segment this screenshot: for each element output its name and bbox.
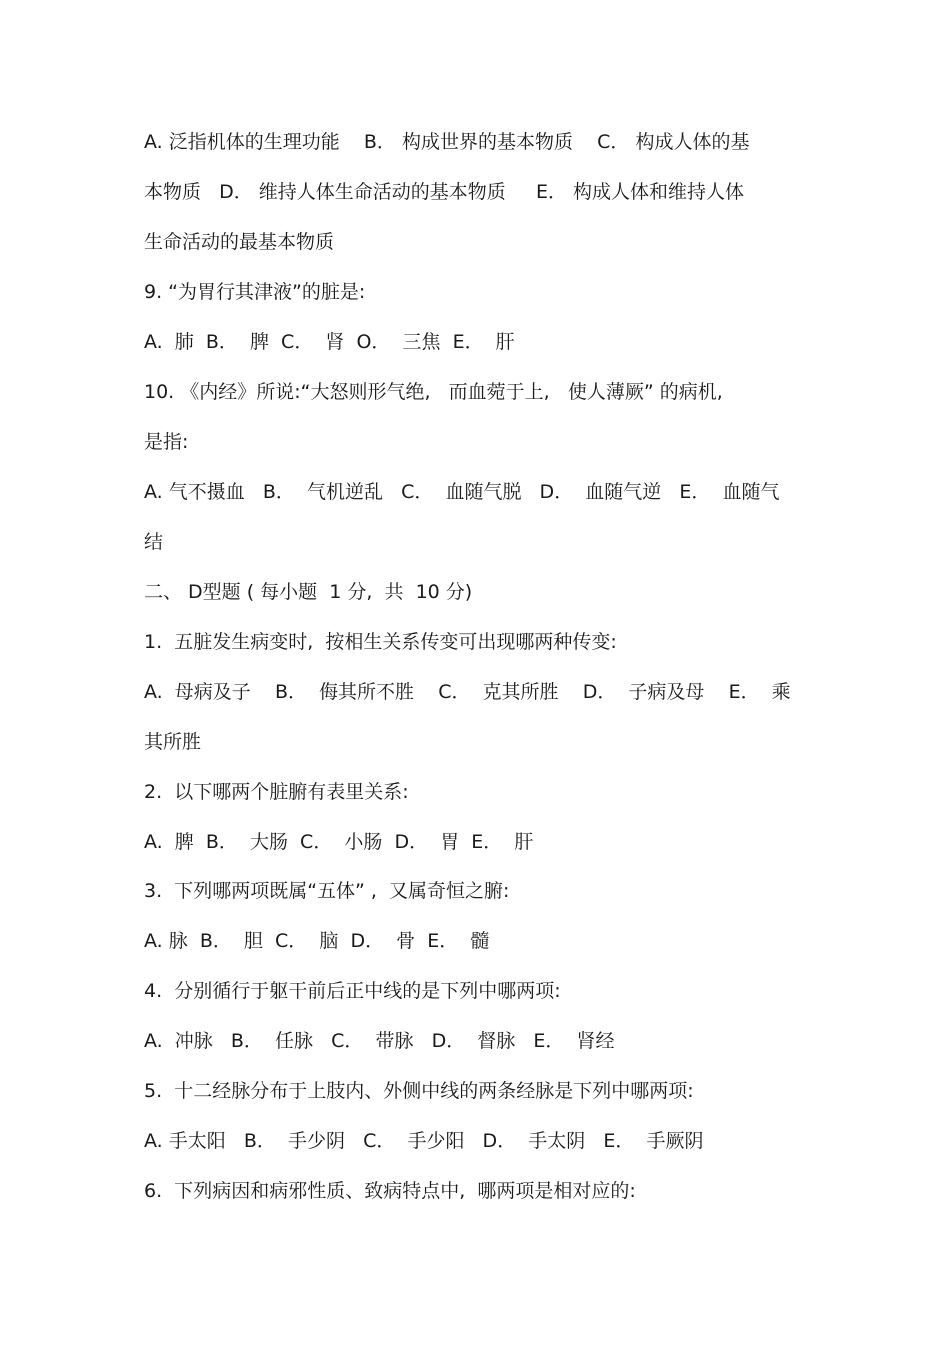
option-line-q10: A. 气不摄血 B． 气机逆乱 C． 血随气脱 D． 血随气逆 E． 血随气 — [144, 481, 780, 503]
option-line-q8-cont: 生命活动的最基本物质 — [144, 231, 335, 253]
option-line-q10-cont: 结 — [144, 531, 164, 553]
option-line-q8: A. 泛指机体的生理功能 B． 构成世界的基本物质 C． 构成人体的基 — [144, 131, 750, 153]
question-d5: 5. 十二经脉分布于上肢内、外侧中线的两条经脉是下列中哪两项: — [144, 1080, 694, 1102]
section-heading: 二、 D型题 ( 每小题 1 分, 共 10 分) — [144, 581, 473, 603]
question-d1: 1. 五脏发生病变时, 按相生关系传变可出现哪两种传变: — [144, 631, 617, 653]
option-line-d2: A. 脾 B． 大肠 C． 小肠 D． 胃 E． 肝 — [144, 831, 534, 853]
option-line-d4: A. 冲脉 B． 任脉 C． 带脉 D． 督脉 E． 肾经 — [144, 1030, 615, 1052]
question-d3: 3. 下列哪两项既属“五体” , 又属奇恒之腑: — [144, 880, 510, 902]
option-line-q8-cont: 本物质 D． 维持人体生命活动的基本物质 E． 构成人体和维持人体 — [144, 181, 745, 203]
question-d6: 6. 下列病因和病邪性质、致病特点中, 哪两项是相对应的: — [144, 1180, 636, 1202]
option-line-d1: A. 母病及子 B． 侮其所不胜 C． 克其所胜 D． 子病及母 E． 乘 — [144, 681, 791, 703]
question-9: 9. “为胃行其津液”的脏是: — [144, 281, 366, 303]
question-d2: 2. 以下哪两个脏腑有表里关系: — [144, 781, 409, 803]
question-d4: 4. 分别循行于躯干前后正中线的是下列中哪两项: — [144, 980, 561, 1002]
option-line-q9: A. 肺 B． 脾 C． 肾 O． 三焦 E． 肝 — [144, 331, 515, 353]
option-line-d5: A. 手太阳 B． 手少阴 C． 手少阳 D． 手太阴 E． 手厥阴 — [144, 1130, 704, 1152]
question-10: 10. 《内经》所说:“大怒则形气绝, 而血菀于上, 使人薄厥” 的病机, — [144, 381, 723, 403]
option-line-d1-cont: 其所胜 — [144, 731, 202, 753]
question-10-cont: 是指: — [144, 431, 189, 453]
option-line-d3: A. 脉 B． 胆 C． 脑 D． 骨 E． 髓 — [144, 930, 490, 952]
